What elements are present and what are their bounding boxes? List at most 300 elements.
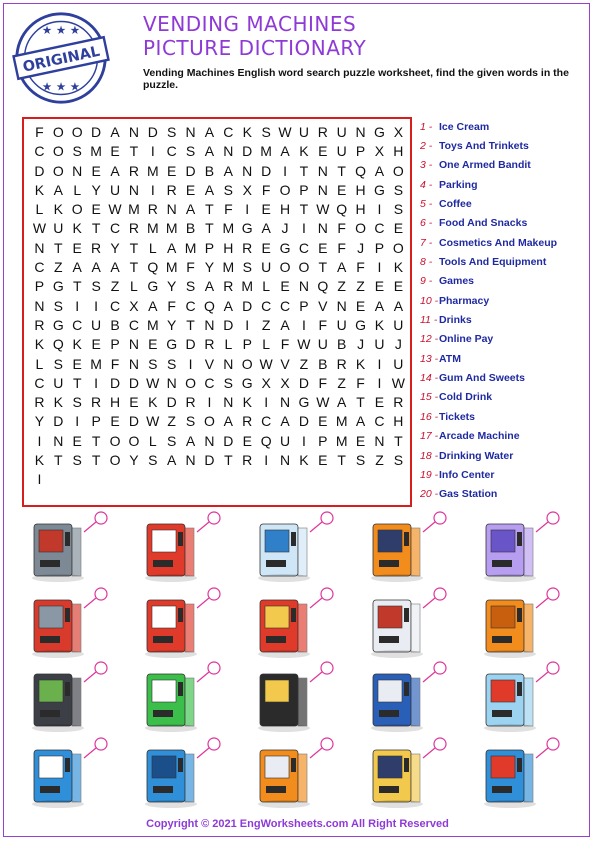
grid-letter[interactable]: U [53,374,64,391]
grid-letter[interactable]: T [205,220,214,237]
grid-letter[interactable]: K [53,394,63,411]
grid-letter[interactable]: E [91,201,101,218]
grid-letter[interactable]: K [242,124,252,140]
grid-letter[interactable]: I [301,432,306,449]
grid-letter[interactable]: S [72,143,82,160]
grid-letter[interactable]: X [393,124,404,140]
grid-letter[interactable]: S [242,259,252,276]
grid-letter[interactable]: A [167,452,177,469]
grid-letter[interactable]: G [355,316,367,333]
grid-letter[interactable]: E [318,452,328,469]
grid-letter[interactable]: E [167,162,177,179]
grid-letter[interactable]: W [297,336,311,353]
grid-letter[interactable]: W [108,201,122,218]
grid-letter[interactable]: O [109,452,121,469]
grid-letter[interactable]: C [109,220,121,237]
grid-letter[interactable]: X [242,181,252,198]
grid-letter[interactable]: A [204,143,215,160]
grid-letter[interactable]: T [129,239,139,256]
grid-letter[interactable]: M [335,413,348,430]
grid-letter[interactable]: X [280,374,290,391]
grid-letter[interactable]: I [75,413,80,430]
grid-letter[interactable]: T [205,201,214,218]
grid-letter[interactable]: I [188,355,193,372]
grid-letter[interactable]: X [261,374,271,391]
grid-letter[interactable]: A [185,201,196,218]
grid-letter[interactable]: W [316,394,330,411]
grid-letter[interactable]: H [393,143,404,160]
grid-letter[interactable]: A [223,297,234,314]
grid-letter[interactable]: L [73,181,82,198]
grid-letter[interactable]: E [374,278,385,295]
grid-letter[interactable]: O [355,220,367,237]
grid-letter[interactable]: A [393,297,404,314]
grid-letter[interactable]: Q [355,162,367,179]
grid-letter[interactable]: E [280,278,290,295]
grid-letter[interactable]: B [185,220,196,237]
grid-letter[interactable]: N [317,162,328,179]
grid-letter[interactable]: O [392,239,404,256]
grid-letter[interactable]: A [337,259,347,276]
grid-letter[interactable]: N [128,336,139,353]
grid-letter[interactable]: D [185,162,196,179]
grid-letter[interactable]: I [377,355,382,372]
grid-letter[interactable]: D [91,124,102,140]
grid-letter[interactable]: O [392,162,404,179]
grid-letter[interactable]: G [298,394,310,411]
grid-letter[interactable]: W [316,201,330,218]
grid-letter[interactable]: Y [91,181,101,198]
grid-letter[interactable]: S [53,355,63,372]
grid-letter[interactable]: N [317,220,328,237]
grid-letter[interactable]: C [34,374,45,391]
grid-letter[interactable]: X [129,297,139,314]
grid-letter[interactable]: Z [337,278,346,295]
grid-letter[interactable]: D [223,316,234,333]
grid-letter[interactable]: E [91,162,101,179]
grid-letter[interactable]: R [34,394,45,411]
grid-letter[interactable]: R [128,162,139,179]
grid-letter[interactable]: R [336,355,347,372]
grid-letter[interactable]: I [207,394,212,411]
grid-letter[interactable]: U [374,336,385,353]
grid-letter[interactable]: Q [260,432,272,449]
grid-letter[interactable]: E [261,201,271,218]
grid-letter[interactable]: S [355,452,366,469]
grid-letter[interactable]: M [90,143,102,160]
grid-letter[interactable]: R [128,220,139,237]
grid-letter[interactable]: S [53,297,63,314]
grid-letter[interactable]: Z [54,259,63,276]
grid-letter[interactable]: Z [375,452,384,469]
grid-letter[interactable]: H [355,181,366,198]
grid-letter[interactable]: H [279,201,291,218]
grid-letter[interactable]: I [377,259,382,276]
grid-letter[interactable]: I [377,201,382,218]
grid-letter[interactable]: M [335,432,348,449]
grid-letter[interactable]: A [185,432,196,449]
grid-letter[interactable]: N [317,181,328,198]
grid-letter[interactable]: S [185,143,196,160]
grid-letter[interactable]: T [129,143,139,160]
grid-letter[interactable]: N [34,297,45,314]
grid-letter[interactable]: C [185,297,196,314]
grid-letter[interactable]: O [279,259,291,276]
grid-letter[interactable]: M [146,316,159,333]
grid-letter[interactable]: B [204,162,215,179]
grid-letter[interactable]: N [53,432,64,449]
grid-letter[interactable]: F [356,374,365,391]
grid-letter[interactable]: A [280,143,290,160]
grid-letter[interactable]: J [357,239,365,256]
grid-letter[interactable]: T [224,452,233,469]
grid-letter[interactable]: N [223,355,234,372]
grid-letter[interactable]: N [298,278,309,295]
grid-letter[interactable]: F [280,336,290,353]
grid-letter[interactable]: G [374,181,385,198]
grid-letter[interactable]: K [299,452,309,469]
grid-letter[interactable]: A [148,297,158,314]
grid-letter[interactable]: O [52,143,64,160]
grid-letter[interactable]: T [91,452,101,469]
grid-letter[interactable]: A [204,124,215,140]
grid-letter[interactable]: A [280,316,290,333]
grid-letter[interactable]: S [167,432,177,449]
grid-letter[interactable]: R [223,278,234,295]
grid-letter[interactable]: B [318,355,328,372]
grid-letter[interactable]: R [166,181,177,198]
grid-letter[interactable]: C [128,316,139,333]
grid-letter[interactable]: A [110,259,120,276]
grid-letter[interactable]: T [337,452,346,469]
grid-letter[interactable]: W [146,413,160,430]
grid-letter[interactable]: O [204,413,215,430]
grid-letter[interactable]: N [166,374,177,391]
grid-letter[interactable]: M [146,162,159,179]
grid-letter[interactable]: K [34,181,45,198]
grid-letter[interactable]: T [356,394,365,411]
grid-letter[interactable]: A [261,220,271,237]
grid-letter[interactable]: R [317,124,328,140]
grid-letter[interactable]: E [148,336,158,353]
grid-letter[interactable]: A [374,162,385,179]
grid-letter[interactable]: M [165,220,178,237]
grid-letter[interactable]: L [148,239,157,256]
grid-letter[interactable]: K [355,355,366,372]
grid-letter[interactable]: P [91,413,101,430]
grid-letter[interactable]: G [52,316,64,333]
grid-letter[interactable]: N [185,452,196,469]
grid-letter[interactable]: M [146,220,159,237]
grid-letter[interactable]: R [34,316,45,333]
grid-letter[interactable]: I [37,432,42,449]
grid-letter[interactable]: T [72,278,82,295]
grid-letter[interactable]: Y [34,413,45,430]
grid-letter[interactable]: N [72,162,83,179]
grid-letter[interactable]: I [264,394,269,411]
grid-letter[interactable]: H [355,201,366,218]
grid-letter[interactable]: E [318,143,328,160]
grid-letter[interactable]: D [204,452,215,469]
grid-letter[interactable]: B [110,316,120,333]
grid-letter[interactable]: S [185,278,196,295]
grid-letter[interactable]: R [185,394,196,411]
grid-letter[interactable]: S [223,374,234,391]
grid-letter[interactable]: E [318,239,328,256]
grid-letter[interactable]: I [301,316,306,333]
grid-letter[interactable]: M [184,239,197,256]
grid-letter[interactable]: R [242,452,253,469]
grid-letter[interactable]: D [298,413,309,430]
grid-letter[interactable]: O [71,201,83,218]
grid-letter[interactable]: F [186,259,195,276]
grid-letter[interactable]: P [374,239,385,256]
grid-letter[interactable]: L [35,355,44,372]
grid-letter[interactable]: U [91,316,102,333]
grid-letter[interactable]: U [393,316,404,333]
grid-letter[interactable]: M [260,143,272,160]
grid-letter[interactable]: E [129,394,139,411]
grid-letter[interactable]: S [223,181,234,198]
grid-letter[interactable]: R [242,239,253,256]
grid-letter[interactable]: J [394,336,402,353]
grid-letter[interactable]: C [204,374,215,391]
grid-letter[interactable]: I [150,181,155,198]
grid-letter[interactable]: Z [110,278,120,295]
grid-letter[interactable]: F [318,374,328,391]
grid-letter[interactable]: T [186,316,195,333]
grid-letter[interactable]: S [185,413,196,430]
grid-letter[interactable]: A [337,394,347,411]
grid-letter[interactable]: A [280,413,290,430]
grid-letter[interactable]: L [262,278,271,295]
grid-letter[interactable]: L [35,201,44,218]
grid-letter[interactable]: T [337,162,346,179]
grid-letter[interactable]: N [242,162,253,179]
grid-letter[interactable]: U [336,143,347,160]
grid-letter[interactable]: T [91,432,101,449]
grid-letter[interactable]: Z [356,278,365,295]
grid-letter[interactable]: G [166,336,178,353]
grid-letter[interactable]: Z [261,316,271,333]
grid-letter[interactable]: S [393,181,404,198]
grid-letter[interactable]: I [94,374,99,391]
grid-letter[interactable]: T [129,259,139,276]
grid-letter[interactable]: C [34,143,45,160]
grid-letter[interactable]: D [223,432,234,449]
grid-letter[interactable]: A [223,162,234,179]
grid-letter[interactable]: A [204,278,215,295]
grid-letter[interactable]: R [91,394,102,411]
grid-letter[interactable]: K [299,143,309,160]
grid-letter[interactable]: K [72,220,82,237]
grid-letter[interactable]: C [261,297,272,314]
grid-letter[interactable]: G [279,239,291,256]
grid-letter[interactable]: E [110,143,120,160]
grid-letter[interactable]: P [242,336,252,353]
grid-letter[interactable]: U [317,336,328,353]
grid-letter[interactable]: E [72,239,82,256]
grid-letter[interactable]: G [241,220,253,237]
grid-letter[interactable]: U [261,259,272,276]
grid-letter[interactable]: Z [299,355,309,372]
grid-letter[interactable]: O [109,432,121,449]
grid-letter[interactable]: N [166,201,177,218]
grid-letter[interactable]: U [336,316,347,333]
grid-letter[interactable]: I [301,220,306,237]
grid-letter[interactable]: S [393,201,404,218]
grid-letter[interactable]: U [279,432,291,449]
grid-letter[interactable]: A [72,259,82,276]
grid-letter[interactable]: R [242,413,253,430]
grid-letter[interactable]: S [393,452,404,469]
grid-letter[interactable]: S [148,452,158,469]
grid-letter[interactable]: M [90,355,102,372]
grid-letter[interactable]: M [241,278,254,295]
grid-letter[interactable]: I [264,452,269,469]
grid-letter[interactable]: O [71,124,83,140]
grid-letter[interactable]: N [204,316,215,333]
grid-letter[interactable]: K [34,336,45,353]
grid-letter[interactable]: F [35,124,44,140]
grid-letter[interactable]: N [185,124,196,140]
grid-letter[interactable]: C [72,316,83,333]
grid-letter[interactable]: O [52,124,64,140]
grid-letter[interactable]: N [374,432,385,449]
grid-letter[interactable]: B [337,336,347,353]
grid-letter[interactable]: T [91,220,101,237]
grid-letter[interactable]: E [374,394,385,411]
grid-letter[interactable]: O [241,355,253,372]
grid-letter[interactable]: W [32,220,47,237]
grid-letter[interactable]: O [52,162,64,179]
grid-letter[interactable]: E [337,181,347,198]
grid-letter[interactable]: W [391,374,405,391]
grid-letter[interactable]: P [110,336,120,353]
grid-letter[interactable]: A [204,181,215,198]
grid-letter[interactable]: T [54,239,63,256]
grid-letter[interactable]: C [261,413,272,430]
grid-letter[interactable]: T [54,452,63,469]
grid-letter[interactable]: Y [129,452,139,469]
grid-letter[interactable]: J [357,336,365,353]
grid-letter[interactable]: X [374,143,385,160]
grid-letter[interactable]: I [283,162,287,179]
grid-letter[interactable]: W [278,124,292,140]
grid-letter[interactable]: D [261,162,272,179]
grid-letter[interactable]: H [223,239,234,256]
grid-letter[interactable]: P [355,143,366,160]
grid-letter[interactable]: L [224,336,233,353]
grid-letter[interactable]: V [204,355,215,372]
grid-letter[interactable]: V [318,297,328,314]
grid-letter[interactable]: N [336,297,347,314]
grid-letter[interactable]: E [393,220,404,237]
grid-letter[interactable]: N [279,452,291,469]
grid-letter[interactable]: E [242,432,252,449]
grid-letter[interactable]: I [75,297,80,314]
grid-letter[interactable]: A [167,239,177,256]
grid-letter[interactable]: R [91,239,102,256]
grid-letter[interactable]: Y [110,239,120,256]
grid-letter[interactable]: D [166,394,177,411]
grid-letter[interactable]: G [147,278,159,295]
grid-letter[interactable]: K [393,259,404,276]
grid-letter[interactable]: L [148,432,157,449]
grid-letter[interactable]: C [166,143,177,160]
grid-letter[interactable]: S [91,278,101,295]
grid-letter[interactable]: C [223,124,234,140]
grid-letter[interactable]: D [53,413,64,430]
grid-letter[interactable]: F [167,297,176,314]
grid-letter[interactable]: K [72,336,82,353]
grid-letter[interactable]: K [53,201,63,218]
grid-letter[interactable]: Q [204,297,215,314]
grid-letter[interactable]: I [377,374,382,391]
grid-letter[interactable]: K [374,316,385,333]
grid-letter[interactable]: Z [337,374,346,391]
grid-letter[interactable]: U [53,220,64,237]
grid-letter[interactable]: F [110,355,120,372]
grid-letter[interactable]: A [374,297,385,314]
grid-letter[interactable]: P [299,297,309,314]
grid-letter[interactable]: F [224,201,233,218]
grid-letter[interactable]: O [279,181,291,198]
grid-letter[interactable]: C [374,413,385,430]
grid-letter[interactable]: C [34,259,45,276]
grid-letter[interactable]: M [128,201,140,218]
grid-letter[interactable]: K [148,394,158,411]
grid-letter[interactable]: S [148,355,158,372]
grid-letter[interactable]: W [146,374,160,391]
grid-letter[interactable]: A [53,181,63,198]
grid-letter[interactable]: T [72,374,82,391]
grid-letter[interactable]: N [34,239,45,256]
grid-letter[interactable]: P [318,432,328,449]
grid-letter[interactable]: C [374,220,385,237]
grid-letter[interactable]: D [242,297,253,314]
grid-letter[interactable]: D [34,162,45,179]
grid-letter[interactable]: A [223,413,234,430]
grid-letter[interactable]: K [242,394,252,411]
grid-letter[interactable]: F [337,220,346,237]
grid-letter[interactable]: S [72,452,82,469]
grid-letter[interactable]: C [279,297,291,314]
grid-letter[interactable]: S [167,355,177,372]
grid-letter[interactable]: M [165,259,178,276]
grid-letter[interactable]: N [279,394,291,411]
grid-letter[interactable]: G [241,374,253,391]
grid-letter[interactable]: Z [167,413,176,430]
grid-letter[interactable]: S [261,124,271,140]
grid-letter[interactable]: F [356,259,365,276]
grid-letter[interactable]: Y [167,316,177,333]
grid-letter[interactable]: Q [336,201,348,218]
grid-letter[interactable]: T [318,259,328,276]
grid-letter[interactable]: O [128,432,140,449]
grid-letter[interactable]: H [393,413,404,430]
grid-letter[interactable]: E [72,355,82,372]
grid-letter[interactable]: L [130,278,138,295]
grid-letter[interactable]: P [299,181,309,198]
grid-letter[interactable]: D [185,336,196,353]
grid-letter[interactable]: M [222,220,235,237]
grid-letter[interactable]: O [185,374,197,391]
grid-letter[interactable]: F [261,181,271,198]
grid-letter[interactable]: F [318,316,328,333]
grid-letter[interactable]: T [299,201,309,218]
grid-letter[interactable]: E [72,432,82,449]
